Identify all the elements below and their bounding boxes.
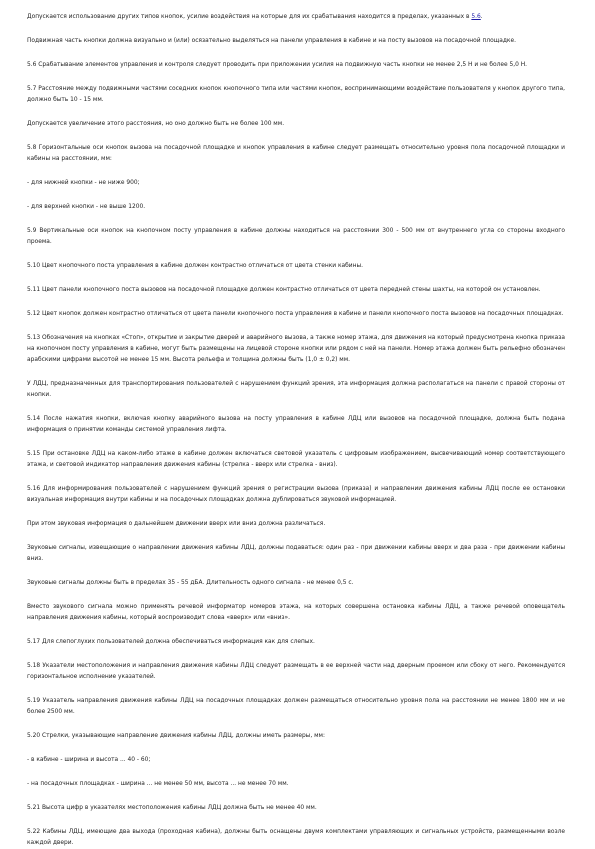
paragraph-5-8: 5.8 Горизонтальные оси кнопок вызова на посадочной площадке и кнопок управления в кабине следует размещать относительно уровня пола посадочной площадки и кабины на расстоянии, мм: bbox=[27, 145, 565, 162]
paragraph-5-17: 5.17 Для слепоглухих пользователей должна обеспечиваться информация как для слепых. bbox=[27, 639, 315, 645]
paragraph-5-6: 5.6 Срабатывание элементов управления и контроля следует проводить при приложении усилия на подвижную часть кнопки не менее 2,5 Н и не более 5,0 Н. bbox=[27, 62, 528, 68]
paragraph-5-22: 5.22 Кабины ЛДЦ, имеющие два выхода (проходная кабина), должны быть оснащены двумя комплектами управляющих и сигнальных устройств, размещенными возле каждой двери. bbox=[27, 829, 565, 846]
paragraph-5-12: 5.12 Цвет кнопок должен контрастно отличаться от цвета панели кнопочного поста управления в кабине и панели кнопочного поста вызовов на посадочных площадках. bbox=[27, 311, 564, 317]
paragraph-1: Подвижная часть кнопки должна визуально и (или) осязательно выделяться на панели управления в кабине и на посту вызовов на посадочной площадке. bbox=[27, 38, 516, 44]
paragraph-5-7: 5.7 Расстояние между подвижными частями соседних кнопок кнопочного типа или частями кнопок, воспринимающими воздействие пользователя у кнопок другого типа, должно быть 10 - 15 мм. bbox=[27, 86, 565, 103]
paragraph-5-20-cabin: - в кабине - ширина и высота ... 40 - 60; bbox=[27, 757, 151, 763]
paragraph-5-14: 5.14 После нажатия кнопки, включая кнопку аварийного вызова на посту управления в кабине ЛДЦ или вызовов на посадочной площадке, должна быть подана информация о принятии команды системой управления лифта. bbox=[27, 416, 565, 433]
paragraph-5-13: 5.13 Обозначения на кнопках «Стоп», открытие и закрытие дверей и аварийного вызова, а также номер этажа, для движения на который предусмотрена кнопка приказа на кнопочном посту управления в кабине, могут быть размещены на лицевой стороне кнопки или рядом с ней на панели. Номер этажа должен быть рельефно обозначен арабскими цифрами высотой не менее 15 мм. Высота рельефа и толщина должны быть (1,0 ± 0,2) мм. bbox=[27, 335, 565, 363]
paragraph-5-19: 5.19 Указатель направления движения кабины ЛДЦ на посадочных площадках должен размещаться относительно уровня пола на расстоянии не менее 1800 мм и не более 2500 мм. bbox=[27, 698, 565, 715]
paragraph-5-11: 5.11 Цвет панели кнопочного поста вызовов на посадочной площадке должен контрастно отличаться от цвета передней стены шахты, на которой он установлен. bbox=[27, 287, 541, 293]
paragraph-5-13-note: У ЛДЦ, предназначенных для транспортирования пользователей с нарушением функций зрения, эта информация должна располагаться на панели с правой стороны от кнопки. bbox=[27, 381, 565, 398]
paragraph-5-8-lower: - для нижней кнопки - не ниже 900; bbox=[27, 180, 140, 186]
paragraph-5-8-upper: - для верхней кнопки - не выше 1200. bbox=[27, 204, 146, 210]
paragraph-5-21: 5.21 Высота цифр в указателях местоположения кабины ЛДЦ должна быть не менее 40 мм. bbox=[27, 805, 317, 811]
paragraph-0: Допускается использование других типов кнопок, усилие воздействия на которые для их срабатывания находится в пределах, указанных в 5.6. bbox=[27, 14, 483, 20]
paragraph-5-15: 5.15 При остановке ЛДЦ на каком-либо этаже в кабине должен включаться световой указатель с цифровым изображением, высвечивающий номер соответствующего этажа, и световой индикатор направления движения кабины (стрелка - вверх или стрелка - вниз). bbox=[27, 451, 565, 468]
paragraph-5-16-note: При этом звуковая информация о дальнейшем движении вверх или вниз должна различаться. bbox=[27, 521, 326, 527]
paragraph-5-16: 5.16 Для информирования пользователей с нарушением функций зрения о регистрации вызова (приказа) и направлении движения кабины ЛДЦ после ее остановки визуальная информация внутри кабины и на посадочных площадках должна дублироваться звуковой информацией. bbox=[27, 486, 565, 503]
paragraph-5-20: 5.20 Стрелки, указывающие направление движения кабины ЛДЦ, должны иметь размеры, мм: bbox=[27, 733, 325, 739]
paragraph-5-7-note: Допускается увеличение этого расстояния, но оно должно быть не более 100 мм. bbox=[27, 121, 285, 127]
paragraph-5-10: 5.10 Цвет кнопочного поста управления в кабине должен контрастно отличаться от цвета стенки кабины. bbox=[27, 263, 364, 269]
section-5-6-link[interactable]: 5.6 bbox=[471, 14, 481, 20]
paragraph-5-16-signals: Звуковые сигналы, извещающие о направлении движения кабины ЛДЦ, должны подаваться: один раз - при движении кабины вверх и два раза - при движении кабины вниз. bbox=[27, 545, 565, 562]
paragraph-5-18: 5.18 Указатели местоположения и направления движения кабины ЛДЦ следует размещать в ее верхней части над дверным проемом или сбоку от него. Рекомендуется горизонтальное исполнение указателей. bbox=[27, 663, 565, 680]
paragraph-5-20-landing: - на посадочных площадках - ширина ... не менее 50 мм, высота ... не менее 70 мм. bbox=[27, 781, 289, 787]
paragraph-5-16-voice: Вместо звукового сигнала можно применять речевой информатор номеров этажа, на которых совершена остановка кабины ЛДЦ, а также речевой оповещатель направления движения кабины, который воспроизводит слова «вверх» или «вниз». bbox=[27, 604, 565, 621]
paragraph-5-16-level: Звуковые сигналы должны быть в пределах 35 - 55 дБА. Длительность одного сигнала - не менее 0,5 с. bbox=[27, 580, 354, 586]
paragraph-5-9: 5.9 Вертикальные оси кнопок на кнопочном посту управления в кабине должны находиться на расстоянии 300 - 500 мм от внутреннего угла со стороны входного проема. bbox=[27, 228, 565, 245]
